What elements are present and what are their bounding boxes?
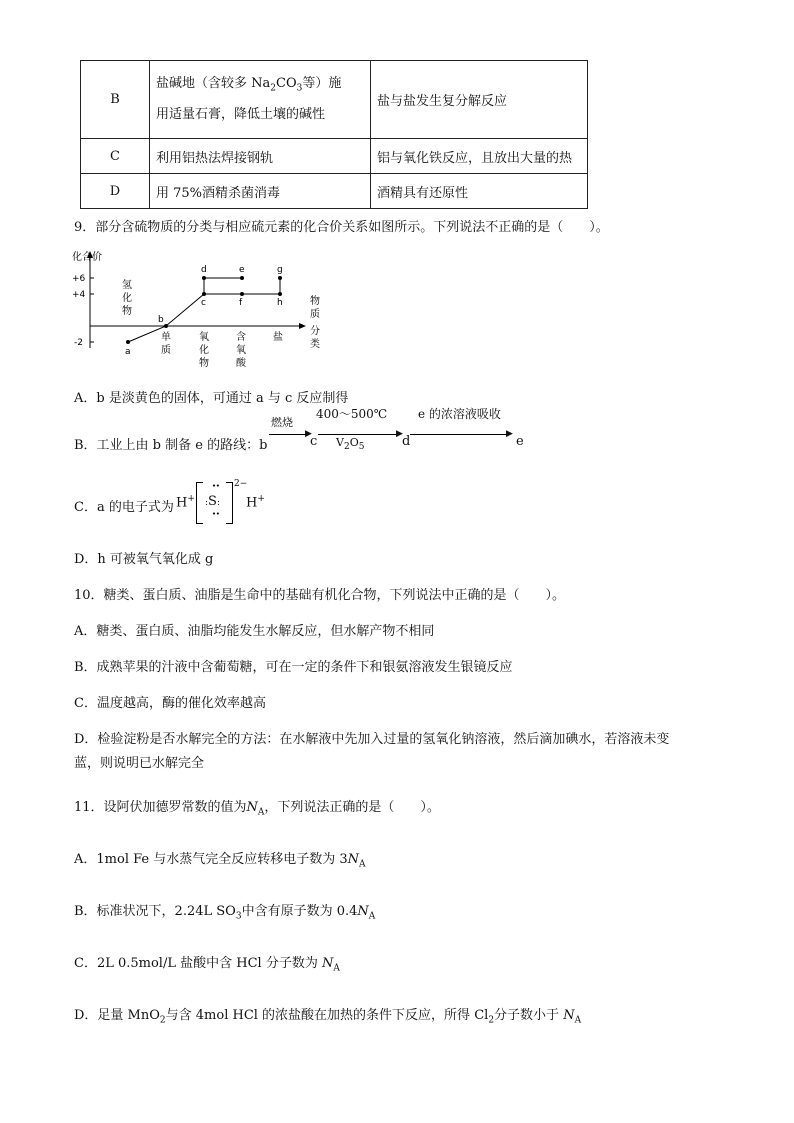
- point-c: [202, 292, 206, 296]
- row-reason: 酒精具有还原性: [371, 174, 588, 209]
- point-f: [240, 292, 244, 296]
- electron-dots-top: ∙∙: [212, 481, 220, 490]
- x-axis-arrow: [299, 323, 306, 329]
- point-h: [278, 292, 282, 296]
- line-a-to-e: [128, 278, 242, 342]
- hydrogen-ion: H+: [246, 494, 265, 511]
- y-tick-label: +4: [72, 290, 86, 300]
- species-c: c: [310, 434, 318, 449]
- right-bracket: [226, 482, 233, 524]
- ion-charge: 2−: [234, 479, 248, 489]
- category-label: 化: [199, 345, 209, 356]
- q11-option-c: C．2L 0.5mol/L 盐酸中含 HCl 分子数为 $N_A$: [74, 956, 340, 974]
- q10-option-b: B．成熟苹果的汁液中含葡萄糖，可在一定的条件下和银氨溶液发生银镜反应: [74, 660, 513, 675]
- q10-option-d-cont: 蓝，则说明已水解完全: [74, 756, 205, 771]
- q11-stem: 11．设阿伏加德罗常数的值为$N_A$，下列说法正确的是（ ）。: [74, 800, 440, 818]
- category-label: 盐: [273, 332, 283, 343]
- species-d: d: [402, 434, 411, 449]
- row-reason: 铝与氧化铁反应，且放出大量的热: [371, 139, 588, 174]
- category-label: 氧: [236, 345, 246, 356]
- y-axis-title: 化合价: [72, 252, 102, 263]
- q10-option-d: D．检验淀粉是否水解完全的方法：在水解液中先加入过量的氢氧化钠溶液，然后滴加碘水，若溶液未变: [74, 732, 670, 747]
- point-label: f: [239, 298, 243, 308]
- row-label: D: [81, 174, 150, 209]
- category-label: 物: [122, 306, 132, 317]
- q11-option-b: B．标准状况下，2.24L $SO_3$中含有原子数为 $0.4N_A$: [74, 904, 376, 922]
- arrow-head: ▶: [305, 429, 312, 439]
- table-row: [81, 174, 588, 209]
- arrow-head: ▶: [506, 429, 513, 439]
- x-axis-title: 类: [310, 339, 320, 350]
- q9-option-c: C．a 的电子式为: [74, 500, 174, 515]
- category-label: 酸: [236, 358, 246, 369]
- category-label: 质: [161, 345, 171, 356]
- point-e: [240, 276, 244, 280]
- y-tick-label: -2: [74, 338, 83, 348]
- q9-stem: 9．部分含硫物质的分类与相应硫元素的化合价关系如图所示。下列说法不正确的是（ ）。: [74, 220, 609, 235]
- point-label: h: [277, 298, 283, 308]
- row-label: B: [81, 61, 150, 139]
- left-bracket: [196, 482, 203, 524]
- point-g: [278, 276, 282, 280]
- table-row: [81, 61, 588, 139]
- arrow-3: [410, 434, 510, 436]
- category-label: 含: [236, 332, 246, 343]
- hydrogen-ion: H+: [176, 494, 195, 511]
- point-label: b: [158, 315, 164, 325]
- options-table: [80, 60, 588, 209]
- q9-option-b: B．工业上由 b 制备 e 的路线：b: [74, 438, 268, 453]
- sulfur-atom: :S:: [205, 494, 220, 509]
- species-e: e: [516, 434, 524, 449]
- valence-class-chart: [70, 248, 330, 369]
- arrow-1: [269, 434, 309, 436]
- point-label: a: [125, 347, 131, 357]
- category-label: 氧: [199, 332, 209, 343]
- category-label: 氢: [122, 280, 132, 291]
- row-reason: 盐与盐发生复分解反应: [371, 61, 588, 139]
- row-label: C: [81, 139, 150, 174]
- line-c-f-h-g: [204, 278, 280, 294]
- catalyst-label: $V_2O_5$: [336, 436, 365, 453]
- point-label: d: [201, 265, 207, 275]
- point-label: g: [277, 265, 283, 275]
- arrow1-condition: 燃烧: [271, 416, 293, 429]
- q9-option-a: A．b 是淡黄色的固体，可通过 a 与 c 反应制得: [74, 391, 349, 406]
- point-label: e: [239, 265, 245, 275]
- category-label: 单: [161, 332, 171, 343]
- y-tick-label: +6: [72, 274, 86, 284]
- electron-dots-bottom: ∙∙: [212, 509, 220, 518]
- x-axis-title: 质: [310, 309, 320, 320]
- q11-option-d: D．足量 MnO$_2$与含 4mol HCl 的浓盐酸在加热的条件下反应，所得 $Cl_2$分子数小于 $N_A$: [74, 1008, 582, 1026]
- q11-option-a: A．1mol Fe 与水蒸气完全反应转移电子数为 $3N_A$: [74, 852, 366, 870]
- q10-option-a: A．糖类、蛋白质、油脂均能发生水解反应，但水解产物不相同: [74, 624, 435, 639]
- x-axis-title: 分: [310, 326, 320, 337]
- point-a: [126, 340, 130, 344]
- q10-stem: 10．糖类、蛋白质、油脂是生命中的基础有机化合物，下列说法中正确的是（ ）。: [74, 588, 566, 603]
- x-axis-title: 物: [310, 296, 320, 307]
- q9-option-d: D．h 可被氧气氧化成 g: [74, 552, 214, 567]
- category-label: 物: [199, 358, 209, 369]
- point-d: [202, 276, 206, 280]
- point-b: [164, 324, 168, 328]
- row-description: 利用铝热法焊接钢轨: [150, 139, 371, 174]
- category-label: 化: [122, 293, 132, 304]
- table-row: [81, 139, 588, 174]
- arrow-head: ▶: [396, 429, 403, 439]
- q10-option-c: C．温度越高，酶的催化效率越高: [74, 696, 266, 711]
- point-label: c: [201, 298, 206, 308]
- arrow2-condition: 400～500℃: [316, 407, 388, 421]
- row-description: 盐碱地（含较多 $Na_2CO_3$等）施 用适量石膏，降低土壤的碱性: [150, 61, 371, 139]
- arrow3-condition: e 的浓溶液吸收: [418, 407, 501, 421]
- row-description: 用 75%酒精杀菌消毒: [150, 174, 371, 209]
